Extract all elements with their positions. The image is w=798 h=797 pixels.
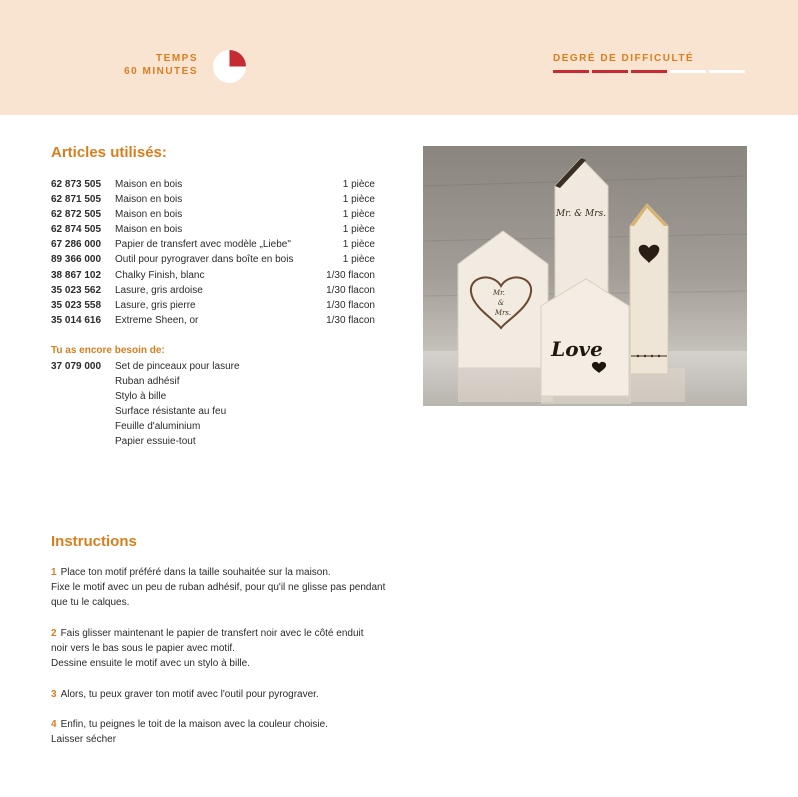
heart-house-text-1: Mr. [493, 289, 505, 297]
need-name: Stylo à bille [115, 391, 167, 403]
step-text: Fais glisser maintenant le papier de transfert noir avec le côté enduit [60, 627, 364, 639]
instruction-line [51, 656, 391, 671]
clock-icon [213, 50, 246, 83]
difficulty-segment [709, 70, 745, 73]
article-row [51, 283, 375, 298]
article-name: Papier de transfert avec modèle „Liebe" [115, 239, 291, 251]
article-name: Lasure, gris ardoise [115, 284, 203, 296]
article-qty: 1 pièce [342, 194, 375, 206]
difficulty-segment [553, 70, 589, 73]
difficulty-segment [631, 70, 667, 73]
article-name: Maison en bois [115, 224, 183, 236]
articles-list [51, 177, 375, 328]
article-row [51, 268, 375, 283]
heart-house-text-3: Mrs. [494, 309, 512, 317]
need-row [51, 359, 240, 374]
need-name: Papier essuie-tout [115, 436, 196, 448]
need-name: Ruban adhésif [115, 376, 180, 388]
article-name: Maison en bois [115, 194, 183, 206]
step-text: Laisser sécher [51, 734, 117, 746]
step-text: Dessine ensuite le motif avec un stylo à bille. [51, 658, 250, 670]
heart-house-text-2: & [497, 299, 505, 307]
article-row [51, 313, 375, 328]
need-row [51, 434, 240, 449]
step-text: Place ton motif préféré dans la taille souhaitée sur la maison. [60, 567, 331, 578]
step-text: Alors, tu peux graver ton motif avec l'outil pour pyrograver. [60, 688, 319, 700]
instruction-step [51, 717, 391, 747]
instruction-line [51, 687, 391, 702]
difficulty-label: DEGRÉ DE DIFFICULTÉ [553, 53, 695, 64]
instruction-line [51, 580, 391, 595]
step-text: noir vers le bas sous le papier avec motif. [51, 643, 235, 654]
article-row [51, 192, 375, 207]
instructions-list [51, 565, 391, 763]
need-code [51, 419, 115, 434]
instruction-line [51, 641, 391, 656]
article-qty: 1/30 flacon [326, 284, 375, 296]
step-number: 4 [51, 718, 57, 730]
article-code: 35 014 616 [51, 314, 102, 326]
step-text: Fixe le motif avec un peu de ruban adhésif, pour qu'il ne glisse pas pendant [51, 582, 386, 594]
instruction-step [51, 626, 391, 672]
article-code: 62 872 505 [51, 209, 102, 221]
instruction-step [51, 565, 391, 611]
article-qty: 1 pièce [342, 209, 375, 221]
product-photo [423, 146, 747, 406]
article-name: Maison en bois [115, 209, 183, 221]
need-row [51, 419, 240, 434]
article-row [51, 207, 375, 222]
step-number: 1 [51, 567, 57, 578]
article-name: Maison en bois [115, 179, 183, 190]
instruction-line [51, 595, 391, 610]
time-label: TEMPS [156, 53, 198, 64]
need-name: Set de pinceaux pour lasure [115, 361, 240, 372]
step-number: 3 [51, 688, 57, 700]
need-row [51, 374, 240, 389]
step-text: Enfin, tu peignes le toit de la maison avec la couleur choisie. [60, 718, 328, 730]
instruction-line [51, 565, 391, 580]
need-code [51, 374, 115, 389]
step-number: 2 [51, 627, 57, 639]
need-row [51, 404, 240, 419]
difficulty-segment [670, 70, 706, 73]
need-name: Surface résistante au feu [115, 406, 227, 418]
article-qty: 1 pièce [342, 179, 375, 190]
instruction-line [51, 717, 391, 732]
article-code: 89 366 000 [51, 254, 102, 266]
tall-house-text: Mr. & Mrs. [555, 209, 607, 219]
articles-title: Articles utilisés: [51, 144, 167, 161]
article-code: 35 023 562 [51, 284, 102, 296]
article-qty: 1/30 flacon [326, 269, 375, 281]
need-code: 37 079 000 [51, 361, 102, 372]
article-qty: 1/30 flacon [326, 314, 375, 326]
need-name: Feuille d'aluminium [115, 421, 201, 433]
article-row [51, 252, 375, 267]
article-qty: 1/30 flacon [326, 299, 375, 311]
time-value: 60 MINUTES [124, 66, 198, 77]
instruction-line [51, 732, 391, 747]
article-row [51, 177, 375, 192]
step-text: que tu le calques. [51, 597, 130, 609]
article-code: 67 286 000 [51, 239, 102, 251]
article-qty: 1 pièce [342, 224, 375, 236]
need-title: Tu as encore besoin de: [51, 345, 165, 356]
article-name: Outil pour pyrograver dans boîte en bois [115, 254, 294, 266]
difficulty-segment [592, 70, 628, 73]
article-name: Lasure, gris pierre [115, 299, 196, 311]
article-code: 62 871 505 [51, 194, 102, 206]
article-qty: 1 pièce [342, 239, 375, 251]
wooden-houses-illustration [423, 146, 747, 406]
article-row [51, 237, 375, 252]
article-code: 38 867 102 [51, 269, 102, 281]
instruction-step [51, 687, 391, 702]
instructions-title: Instructions [51, 533, 137, 550]
difficulty-block [553, 53, 748, 73]
article-code: 62 873 505 [51, 179, 102, 190]
need-row [51, 389, 240, 404]
article-row [51, 298, 375, 313]
article-code: 35 023 558 [51, 299, 102, 311]
article-row [51, 222, 375, 237]
header-band [0, 0, 798, 115]
article-code: 62 874 505 [51, 224, 102, 236]
difficulty-meter [553, 70, 748, 73]
need-code [51, 404, 115, 419]
article-name: Chalky Finish, blanc [115, 269, 205, 281]
need-list [51, 359, 240, 450]
instruction-line [51, 626, 391, 641]
need-code [51, 434, 115, 449]
article-qty: 1 pièce [342, 254, 375, 266]
small-house-text: Love [551, 337, 603, 361]
article-name: Extreme Sheen, or [115, 314, 199, 326]
need-code [51, 389, 115, 404]
time-block [124, 52, 198, 78]
